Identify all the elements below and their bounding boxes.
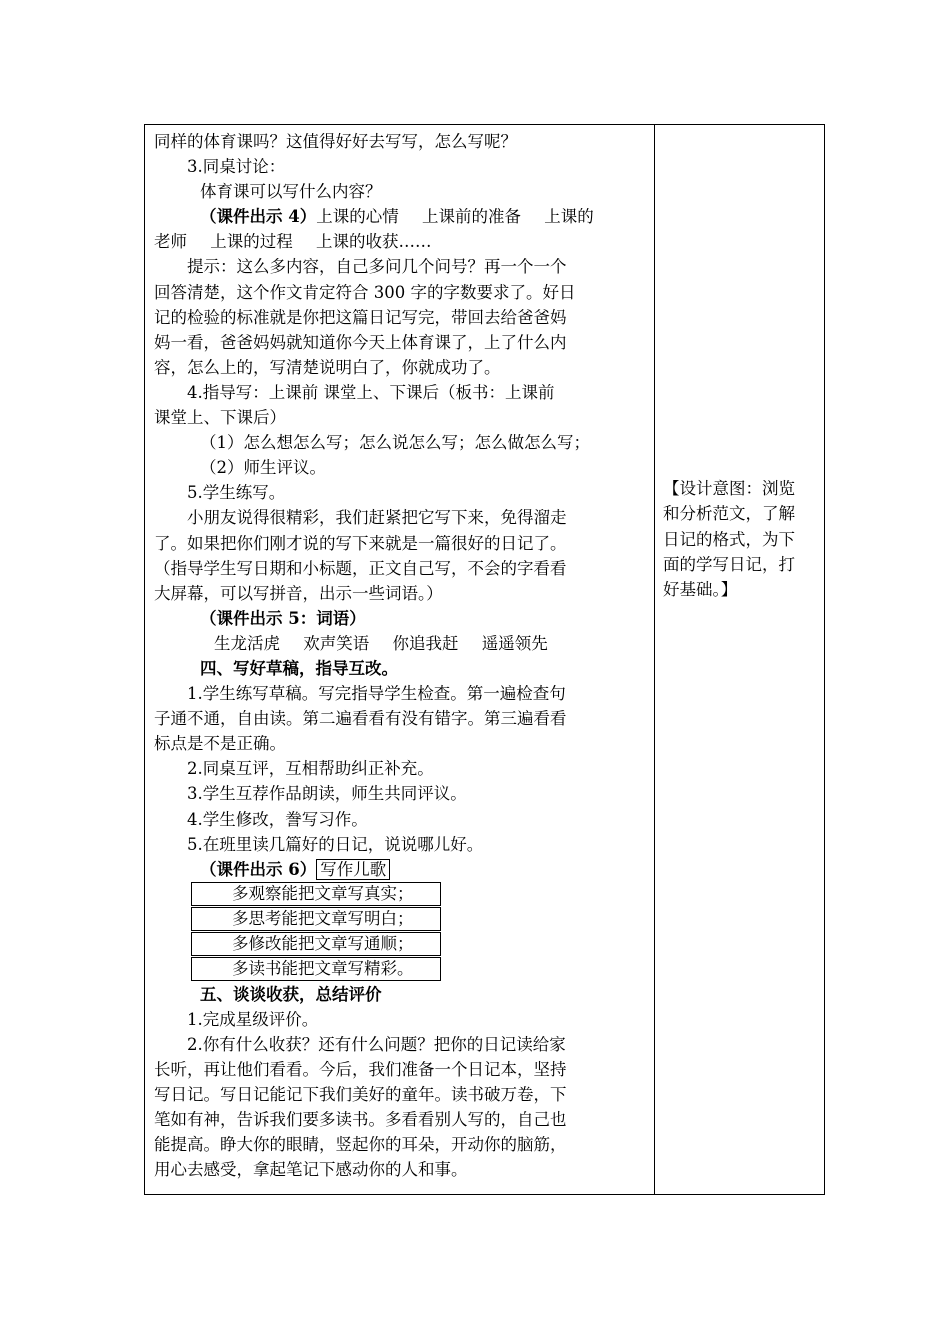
text-line: （2）师生评议。 <box>200 458 326 478</box>
text-line: 记的检验的标准就是你把这篇日记写完，带回去给爸爸妈 <box>154 307 567 327</box>
text-line: 妈一看，爸爸妈妈就知道你今天上体育课了，上了什么内 <box>154 332 567 352</box>
text-line: （1）怎么想怎么写；怎么说怎么写；怎么做怎么写； <box>200 433 590 453</box>
text-line: 笔如有神，告诉我们要多读书。多看看别人写的，自己也 <box>154 1110 567 1130</box>
poem-line: 多思考能把文章写明白； <box>191 907 441 931</box>
text-line: 5.在班里读几篇好的日记，说说哪儿好。 <box>187 834 484 854</box>
text-line: 3.学生互荐作品朗读，师生共同评议。 <box>187 784 467 804</box>
design-intent-column <box>663 476 821 602</box>
section-heading: 五、谈谈收获，总结评价 <box>200 984 382 1004</box>
text-line: 4.指导写：上课前 课堂上、下课后（板书：上课前 <box>187 382 555 402</box>
lesson-table <box>144 124 825 1195</box>
text-line: 回答清楚，这个作文肯定符合 300 字的字数要求了。好日 <box>154 282 576 302</box>
courseware-4-line <box>154 204 648 229</box>
courseware-4-items: 上课的心情 上课前的准备 上课的 <box>316 207 594 227</box>
text-line: 体育课可以写什么内容？ <box>200 182 382 202</box>
design-intent-line: 面的学写日记，打 <box>663 554 795 574</box>
poem-title-box: 写作儿歌 <box>316 859 390 880</box>
design-intent-line: 【设计意图：浏览 <box>663 479 795 498</box>
vocabulary-line: 生龙活虎 欢声笑语 你追我赶 遥遥领先 <box>214 633 548 653</box>
text-line: 写日记。写日记能记下我们美好的童年。读书破万卷，下 <box>154 1085 567 1105</box>
courseware-5-label: （课件出示 5：词语） <box>200 608 366 628</box>
text-line: 课堂上、下课后） <box>154 408 286 428</box>
text-line: 大屏幕，可以写拼音，出示一些词语。） <box>154 583 443 603</box>
column-divider <box>654 125 655 1194</box>
text-line: 1.学生练写草稿。写完指导学生检查。第一遍检查句 <box>187 684 566 704</box>
text-line: 5.学生练写。 <box>187 483 286 503</box>
text-line: 容，怎么上的，写清楚说明白了，你就成功了。 <box>154 357 501 377</box>
text-line: 2.你有什么收获？还有什么问题？把你的日记读给家 <box>187 1035 566 1054</box>
text-line: 3.同桌讨论： <box>187 157 286 177</box>
section-heading: 四、写好草稿，指导互改。 <box>200 658 398 678</box>
poem-line: 多观察能把文章写真实； <box>191 882 441 906</box>
courseware-6-label: （课件出示 6） <box>200 859 317 879</box>
courseware-6-line <box>154 857 648 882</box>
design-intent-line: 好基础。】 <box>663 580 738 600</box>
text-line: 小朋友说得很精彩，我们赶紧把它写下来，免得溜走 <box>187 508 567 528</box>
text-line: 4.学生修改，誊写习作。 <box>187 809 368 829</box>
text-line: 标点是不是正确。 <box>154 734 286 754</box>
poem-line: 多读书能把文章写精彩。 <box>191 957 441 981</box>
text-line: 1.完成星级评价。 <box>187 1009 319 1029</box>
text-line: 了。如果把你们刚才说的写下来就是一篇很好的日记了。 <box>154 533 567 553</box>
text-line: 子通不通，自由读。第二遍看看有没有错字。第三遍看看 <box>154 709 567 729</box>
text-line: 同样的体育课吗？这值得好好去写写，怎么写呢？ <box>154 132 517 151</box>
teaching-process-column <box>154 129 648 1183</box>
design-intent-line: 日记的格式，为下 <box>663 529 795 549</box>
text-line: 2.同桌互评，互相帮助纠正补充。 <box>187 759 434 779</box>
design-intent-line: 和分析范文，了解 <box>663 504 795 524</box>
text-line: 用心去感受，拿起笔记下感动你的人和事。 <box>154 1160 468 1180</box>
text-line: 提示：这么多内容，自己多问几个问号？再一个一个 <box>187 257 567 277</box>
poem-line: 多修改能把文章写通顺； <box>191 932 441 956</box>
text-line: 老师 上课的过程 上课的收获…… <box>154 232 432 252</box>
courseware-4-label: （课件出示 4） <box>200 207 317 227</box>
text-line: 能提高。睁大你的眼睛，竖起你的耳朵，开动你的脑筋， <box>154 1135 567 1155</box>
text-line: （指导学生写日期和小标题，正文自己写，不会的字看看 <box>154 558 567 578</box>
text-line: 长听，再让他们看看。今后，我们准备一个日记本，坚持 <box>154 1060 567 1080</box>
